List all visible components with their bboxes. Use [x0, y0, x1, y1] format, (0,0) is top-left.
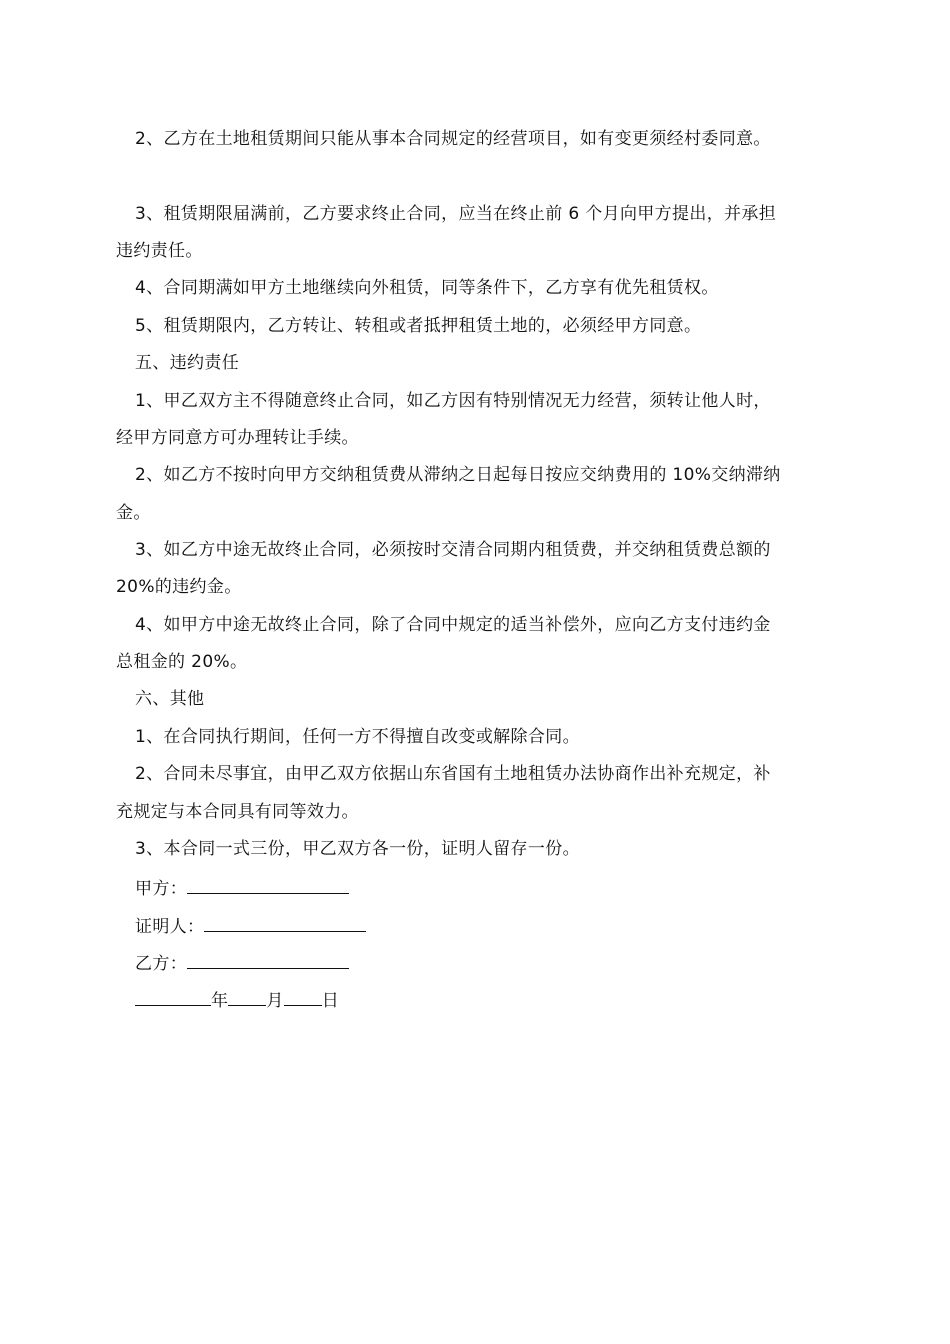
clause-2-line-1: 2、乙方在土地租赁期间只能从事本合同规定的经营项目，如有变更须经村委同意。: [135, 129, 771, 149]
day-blank[interactable]: [284, 987, 322, 1006]
month-blank[interactable]: [228, 987, 266, 1006]
breach-2-line-2: 金。: [116, 503, 151, 523]
party-b-signature: [135, 950, 349, 975]
breach-1-line-1: 1、甲乙双方主不得随意终止合同，如乙方因有特别情况无力经营，须转让他人时，: [135, 391, 771, 411]
breach-4-line-2: 总租金的 20%。: [116, 652, 248, 672]
party-b-blank[interactable]: [187, 950, 349, 969]
witness-label: 证明人：: [135, 917, 205, 937]
other-2-line-1: 2、合同未尽事宜，由甲乙双方依据山东省国有土地租赁办法协商作出补充规定，补: [135, 764, 771, 784]
day-label: 日: [321, 991, 340, 1011]
clause-4-line-1: 4、合同期满如甲方土地继续向外租赁，同等条件下，乙方享有优先租赁权。: [135, 278, 719, 298]
section-heading-5: 五、违约责任: [135, 353, 240, 373]
breach-4-line-1: 4、如甲方中途无故终止合同，除了合同中规定的适当补偿外，应向乙方支付违约金: [135, 615, 771, 635]
other-3-line-1: 3、本合同一式三份，甲乙双方各一份，证明人留存一份。: [135, 839, 580, 859]
clause-5-line-1: 5、租赁期限内，乙方转让、转租或者抵押租赁土地的，必须经甲方同意。: [135, 316, 702, 336]
party-a-blank[interactable]: [187, 875, 349, 894]
party-a-signature: [135, 875, 349, 900]
clause-3-line-2: 违约责任。: [116, 241, 203, 261]
other-2-line-2: 充规定与本合同具有同等效力。: [116, 802, 359, 822]
year-label: 年: [211, 991, 229, 1011]
year-blank[interactable]: [135, 987, 211, 1006]
party-a-label: 甲方：: [135, 879, 188, 899]
clause-3-line-1: 3、租赁期限届满前，乙方要求终止合同，应当在终止前 6 个月向甲方提出，并承担: [135, 204, 777, 224]
month-label: 月: [266, 991, 284, 1011]
breach-3-line-1: 3、如乙方中途无故终止合同，必须按时交清合同期内租赁费，并交纳租赁费总额的: [135, 540, 771, 560]
breach-1-line-2: 经甲方同意方可办理转让手续。: [116, 428, 359, 448]
signing-date: [135, 987, 339, 1012]
breach-3-line-2: 20%的违约金。: [116, 577, 242, 597]
breach-2-line-1: 2、如乙方不按时向甲方交纳租赁费从滞纳之日起每日按应交纳费用的 10%交纳滞纳: [135, 465, 781, 485]
party-b-label: 乙方：: [135, 954, 188, 974]
witness-blank[interactable]: [204, 913, 366, 932]
section-heading-6: 六、其他: [135, 689, 205, 709]
witness-signature: [135, 913, 366, 938]
other-1-line-1: 1、在合同执行期间，任何一方不得擅自改变或解除合同。: [135, 727, 580, 747]
